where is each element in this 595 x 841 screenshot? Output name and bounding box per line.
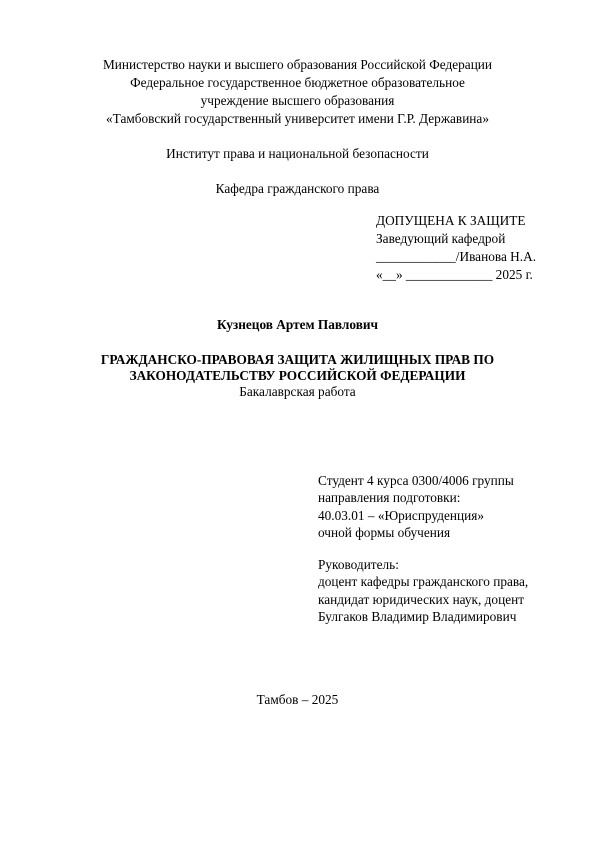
author-name: Кузнецов Артем Павлович bbox=[216, 317, 379, 332]
approval-title: ДОПУЩЕНА К ЗАЩИТЕ bbox=[376, 213, 526, 228]
thesis-title-line1: ГРАЖДАНСКО-ПРАВОВАЯ ЗАЩИТА ЖИЛИЩНЫХ ПРАВ ПО bbox=[100, 352, 495, 367]
institution-type-line2: учреждение высшего образования bbox=[200, 93, 395, 108]
advisor-name: Булгаков Владимир Владимирович bbox=[318, 608, 517, 624]
approval-block bbox=[376, 212, 536, 284]
ministry-name: Министерство науки и высшего образования Российской Федерации bbox=[102, 57, 493, 72]
advisor-degree: кандидат юридических наук, доцент bbox=[318, 591, 525, 607]
student-course-group: Студент 4 курса 0300/4006 группы bbox=[318, 473, 514, 488]
student-study-form: очной формы обучения bbox=[318, 524, 451, 540]
student-info-block bbox=[318, 472, 514, 541]
thesis-title-line2: ЗАКОНОДАТЕЛЬСТВУ РОССИЙСКОЙ ФЕДЕРАЦИИ bbox=[129, 368, 466, 383]
advisor-position: доцент кафедры гражданского права, bbox=[318, 574, 529, 590]
approval-head-label: Заведующий кафедрой bbox=[376, 231, 506, 246]
approval-signature-line: ____________/Иванова Н.А. bbox=[376, 249, 537, 264]
approval-date-line: «__» _____________ 2025 г. bbox=[376, 267, 533, 282]
student-direction-label: направления подготовки: bbox=[318, 490, 461, 506]
place-year: Тамбов – 2025 bbox=[256, 692, 339, 707]
department-name: Кафедра гражданского права bbox=[215, 181, 380, 196]
institute-name: Институт права и национальной безопасности bbox=[166, 146, 429, 161]
work-type: Бакалаврская работа bbox=[239, 384, 356, 399]
student-direction-code: 40.03.01 – «Юриспруденция» bbox=[318, 507, 484, 523]
university-name: «Тамбовский государственный университет имени Г.Р. Державина» bbox=[106, 111, 489, 126]
advisor-info-block bbox=[318, 556, 528, 625]
advisor-label: Руководитель: bbox=[318, 557, 399, 572]
institution-type-line1: Федеральное государственное бюджетное образовательное bbox=[130, 75, 465, 90]
